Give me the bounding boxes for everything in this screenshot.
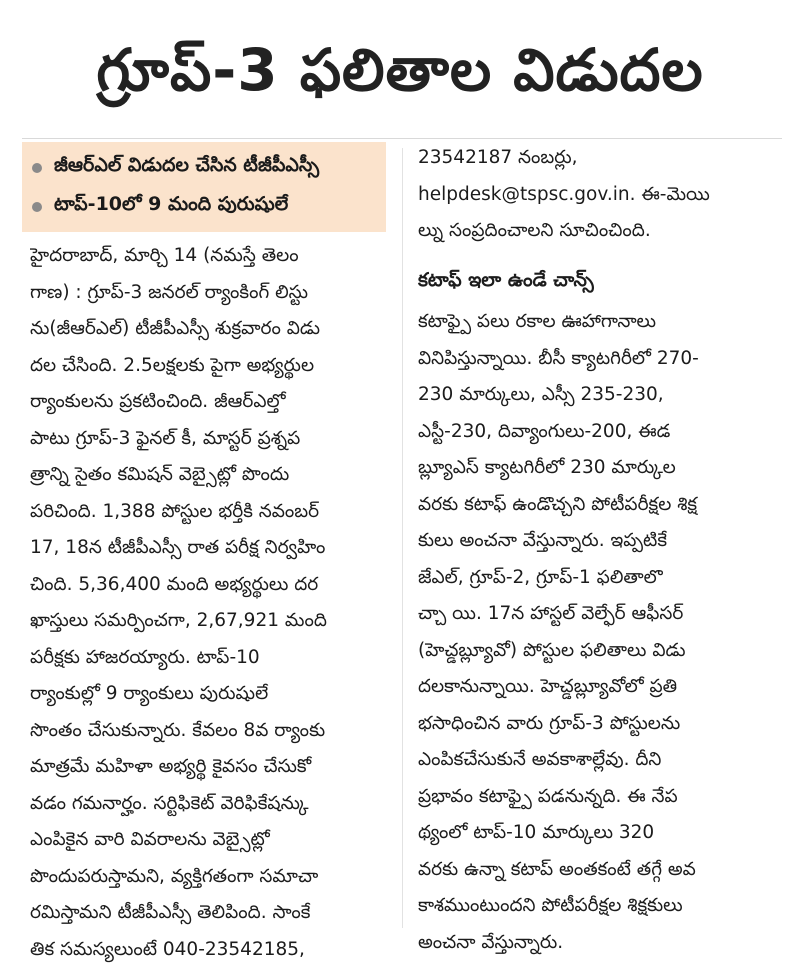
text-line: ఎస్టీ-230, దివ్యాంగులు-200, ఈడ	[418, 414, 778, 451]
text-line: 17, 18న టీజీపీఎస్సీ రాత పరీక్ష నిర్వహిం	[30, 530, 390, 567]
text-line: చింది. 5,36,400 మంది అభ్యర్థులు దర	[30, 567, 390, 604]
text-line: ల్ను సంప్రదించాలని సూచించింది.	[418, 213, 778, 250]
highlight-item	[32, 148, 378, 187]
text-line: వడం గమనార్హం. సర్టిఫికెట్ వెరిఫికేషన్కు	[30, 786, 390, 823]
text-line: మాత్రమే మహిళా అభ్యర్థి కైవసం చేసుకో	[30, 749, 390, 786]
text-line: వినిపిస్తున్నాయి. బీసీ క్యాటగిరీలో 270-	[418, 341, 778, 378]
text-line: వరకు ఉన్నా కటాప్ అంతకంటే తగ్గే అవ	[418, 852, 778, 889]
headline: గ్రూప్-3 ఫలితాల విడుదల	[14, 18, 786, 136]
highlights-box	[22, 142, 386, 232]
text-line: పాటు గ్రూప్-3 ఫైనల్ కీ, మాస్టర్ ప్రశ్నప	[30, 421, 390, 458]
text-line: కులు అంచనా వేస్తున్నారు. ఇప్పటికే	[418, 523, 778, 560]
text-line: దలకానున్నాయి. హెచ్డబ్ల్యూవోలో ప్రతి	[418, 669, 778, 706]
left-column	[30, 238, 390, 968]
text-line: తిక సమస్యలుంటే 040-23542185,	[30, 932, 390, 968]
text-line: ను(జీఆర్ఎల్) టీజీపీఎస్సీ శుక్రవారం విడు	[30, 311, 390, 348]
right-column	[418, 140, 778, 961]
text-line: (హెచ్డబ్ల్యూవో) పోస్టుల ఫలితాలు విడు	[418, 633, 778, 670]
text-line: త్రాన్ని సైతం కమిషన్ వెబ్సైట్లో పొందు	[30, 457, 390, 494]
text-line: కటాఫ్పై పలు రకాల ఊహాగానాలు	[418, 304, 778, 341]
bullet-icon	[32, 163, 42, 173]
right-column-body	[418, 304, 778, 961]
text-line: ఎంపికచేసుకునే అవకాశాల్లేవు. దీని	[418, 742, 778, 779]
text-line: ఖాస్తులు సమర్పించగా, 2,67,921 మంది	[30, 603, 390, 640]
text-line: భసాధించిన వారు గ్రూప్-3 పోస్టులను	[418, 706, 778, 743]
text-line: హైదరాబాద్, మార్చి 14 (నమస్తే తెలం	[30, 238, 390, 275]
text-line: దల చేసింది. 2.5లక్షలకు పైగా అభ్యర్థుల	[30, 348, 390, 385]
subheading: కటాఫ్ ఇలా ఉండే చాన్స్	[418, 262, 778, 299]
highlight-item	[32, 187, 378, 226]
right-column-top	[418, 140, 778, 250]
text-line: 23542187 నంబర్లు,	[418, 140, 778, 177]
bullet-icon	[32, 202, 42, 212]
text-line: కాశముంటుందని పోటీపరీక్షల శిక్షకులు	[418, 888, 778, 925]
text-line: ఎంపికైన వారి వివరాలను వెబ్సైట్లో	[30, 822, 390, 859]
column-divider	[402, 148, 403, 928]
text-line: ర్యాంకుల్లో 9 ర్యాంకులు పురుషులే	[30, 676, 390, 713]
text-line: అంచనా వేస్తున్నారు.	[418, 925, 778, 962]
text-line: చ్చా యి. 17న హాస్టల్ వెల్ఫేర్ ఆఫీసర్	[418, 596, 778, 633]
text-line: పొందుపరుస్తామని, వ్యక్తిగతంగా సమాచా	[30, 859, 390, 896]
text-line: 230 మార్కులు, ఎస్సీ 235-230,	[418, 377, 778, 414]
text-line: రమిస్తామని టీజీపీఎస్సీ తెలిపింది. సాంకే	[30, 895, 390, 932]
text-line: ర్యాంకులను ప్రకటించింది. జీఆర్ఎల్తో	[30, 384, 390, 421]
text-line: ప్రభావం కటాఫ్పై పడనున్నది. ఈ నేప	[418, 779, 778, 816]
text-line: సొంతం చేసుకున్నారు. కేవలం 8వ ర్యాంకు	[30, 713, 390, 750]
text-line: బ్ల్యూఎస్ క్యాటగిరీలో 230 మార్కుల	[418, 450, 778, 487]
text-line: helpdesk@tspsc.gov.in. ఈ-మెయి	[418, 177, 778, 214]
text-line: పరిచింది. 1,388 పోస్టుల భర్తీకి నవంబర్	[30, 494, 390, 531]
headline-divider	[22, 138, 782, 139]
text-line: థ్యంలో టాప్-10 మార్కులు 320	[418, 815, 778, 852]
text-line: పరీక్షకు హాజరయ్యారు. టాప్-10	[30, 640, 390, 677]
highlight-text: జీఆర్ఎల్ విడుదల చేసిన టీజీపీఎస్సీ	[54, 154, 319, 181]
text-line: వరకు కటాఫ్ ఉండొచ్చని పోటీపరీక్షల శిక్ష	[418, 487, 778, 524]
text-line: జేఎల్, గ్రూప్-2, గ్రూప్-1 ఫలితాలొ	[418, 560, 778, 597]
highlight-text: టాప్-10లో 9 మంది పురుషులే	[54, 193, 288, 220]
text-line: గాణ) : గ్రూప్-3 జనరల్ ర్యాంకింగ్ లిస్టు	[30, 275, 390, 312]
